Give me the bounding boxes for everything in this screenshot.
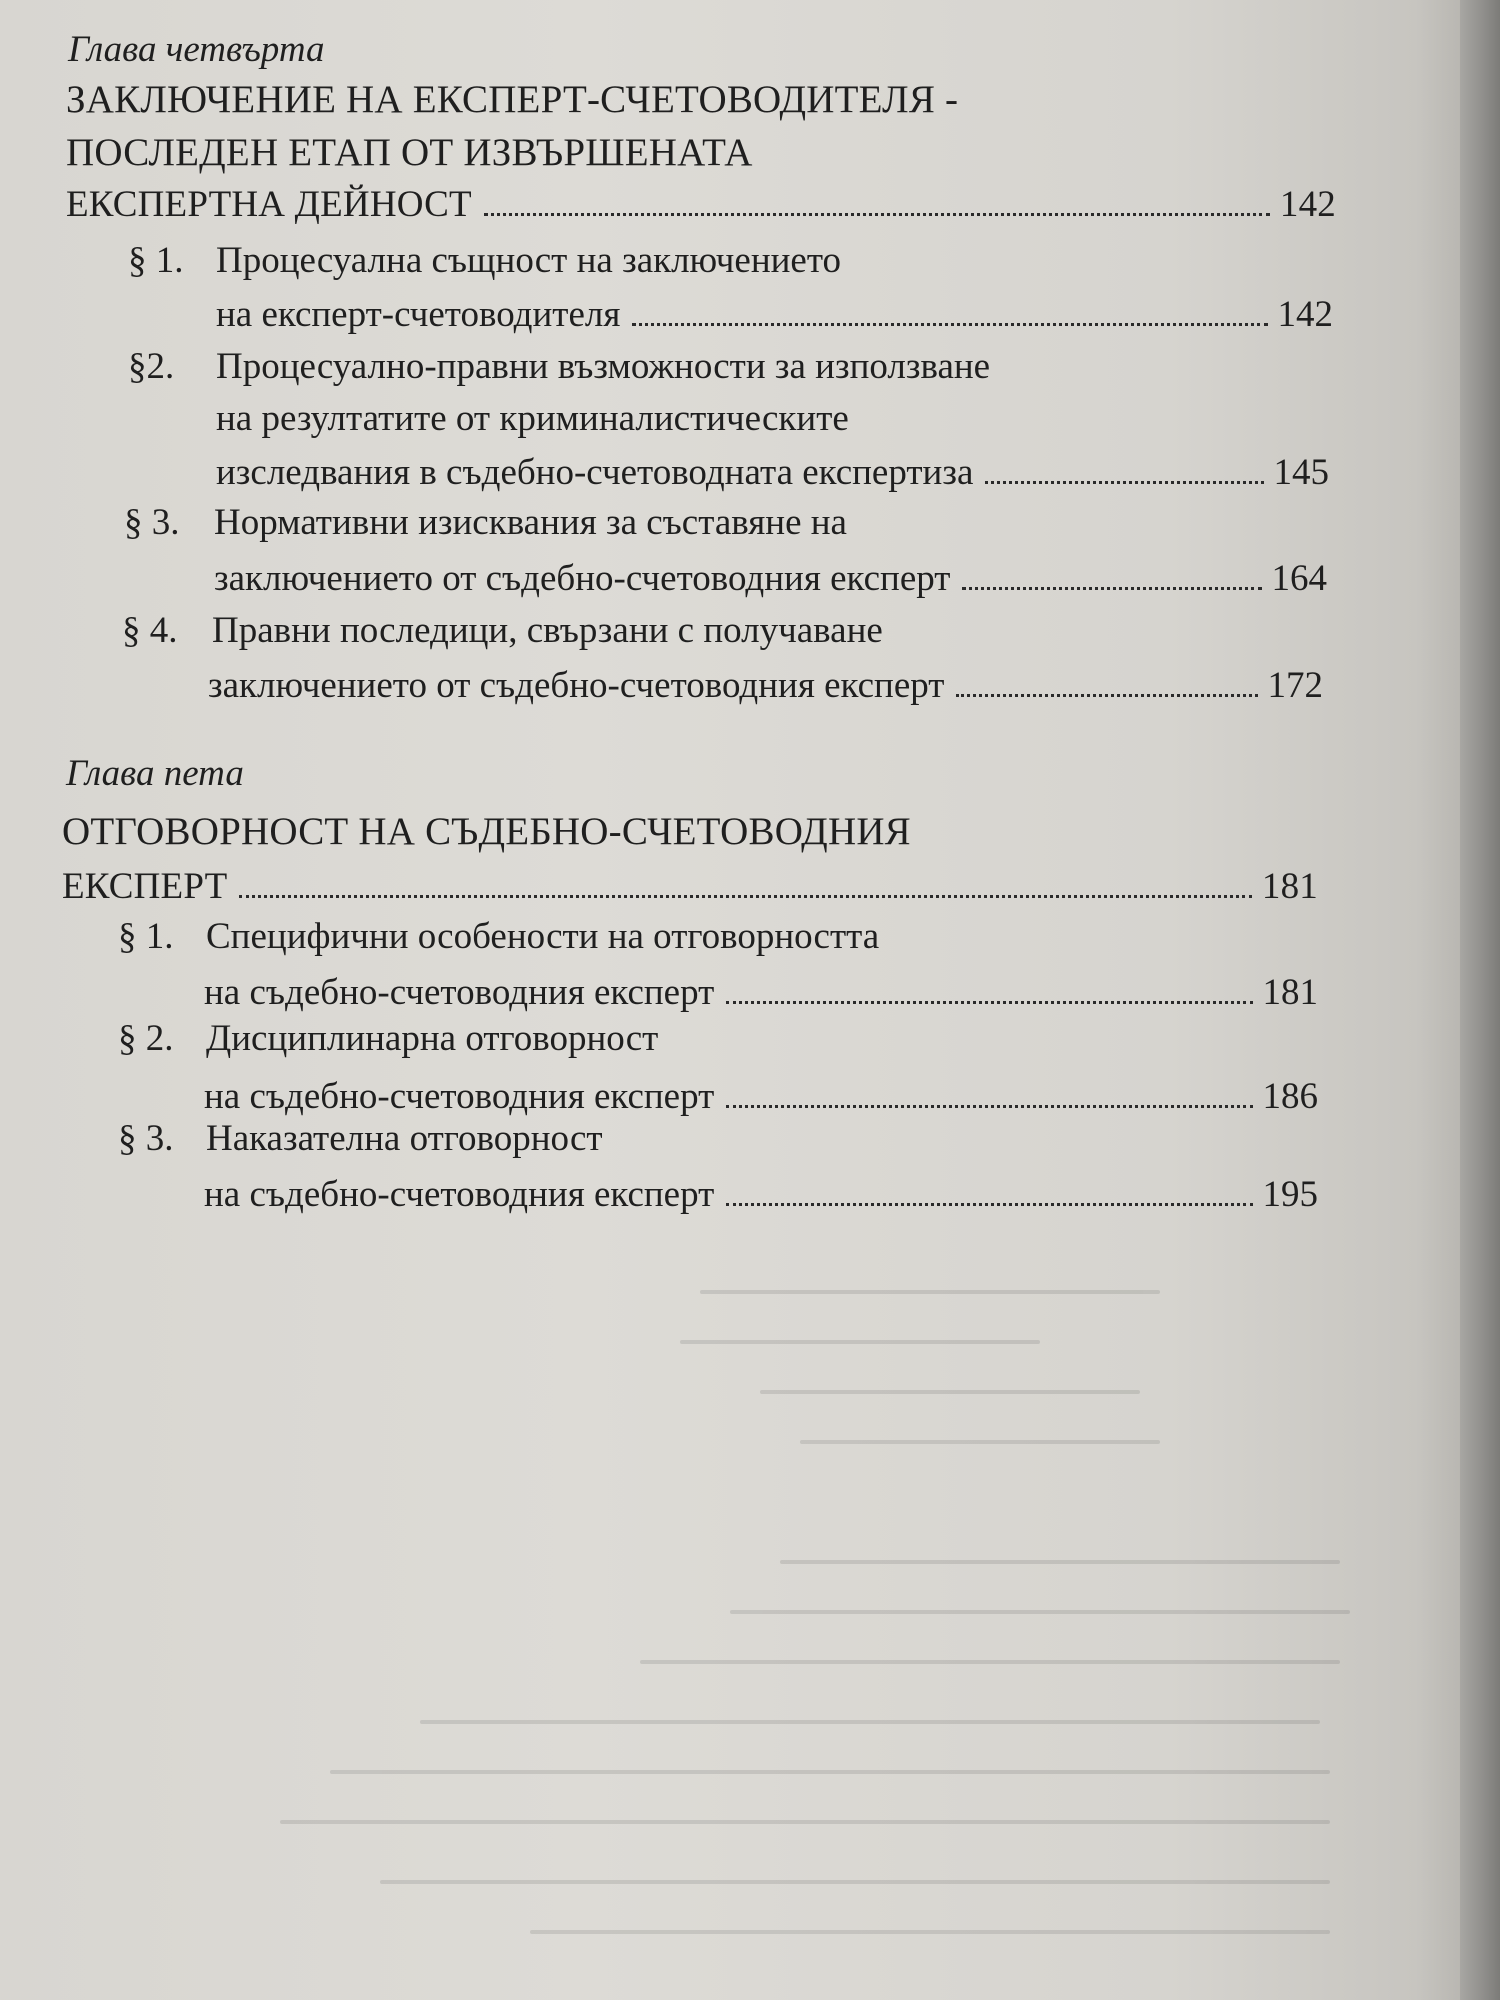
page-number: 142 — [1277, 294, 1333, 335]
toc-entry-ch5-s3[interactable] — [204, 1176, 1318, 1213]
section-number: § 1. — [128, 240, 184, 281]
chapter-4-title-line-1: ЗАКЛЮЧЕНИЕ НА ЕКСПЕРТ-СЧЕТОВОДИТЕЛЯ - — [66, 78, 959, 121]
section-title-line: на съдебно-счетоводния експерт — [204, 972, 715, 1013]
section-title-line: на резултатите от криминалистическите — [216, 398, 849, 439]
dot-leader — [632, 323, 1267, 326]
section-title-line: на експерт-счетоводителя — [216, 294, 621, 335]
section-title-line: заключението от съдебно-счетоводния експерт — [208, 665, 945, 706]
section-title-line: заключението от съдебно-счетоводния експерт — [214, 558, 951, 599]
page-number: 164 — [1271, 558, 1327, 599]
dot-leader — [484, 213, 1270, 216]
page-number: 195 — [1262, 1174, 1318, 1215]
section-title-line: на съдебно-счетоводния експерт — [204, 1076, 715, 1117]
section-number: §2. — [128, 346, 175, 387]
chapter-4-title-entry[interactable] — [66, 186, 1336, 223]
dot-leader — [956, 694, 1257, 697]
toc-entry-ch4-s1[interactable] — [216, 296, 1333, 333]
section-title-line: на съдебно-счетоводния експерт — [204, 1174, 715, 1215]
section-title-line: Специфични особености на отговорността — [206, 916, 880, 957]
page-number: 145 — [1273, 452, 1329, 493]
toc-entry-ch4-s4[interactable] — [208, 667, 1323, 704]
section-title-line: Наказателна отговорност — [206, 1118, 603, 1159]
section-number: § 3. — [124, 502, 180, 543]
page-number: 181 — [1261, 866, 1318, 907]
chapter-5-title-line-1: ОТГОВОРНОСТ НА СЪДЕБНО-СЧЕТОВОДНИЯ — [62, 810, 911, 853]
chapter-5-title-entry[interactable] — [62, 868, 1318, 905]
section-title-line: Нормативни изисквания за съставяне на — [214, 502, 847, 543]
chapter-4-label: Глава четвърта — [68, 29, 325, 70]
section-title-line: Процесуална същност на заключението — [216, 240, 842, 281]
dot-leader — [726, 1203, 1252, 1206]
page-number: 142 — [1279, 184, 1336, 225]
chapter-4-title-line-2: ПОСЛЕДЕН ЕТАП ОТ ИЗВЪРШЕНАТА — [66, 131, 753, 174]
page-number: 172 — [1267, 665, 1323, 706]
toc-entry-ch5-s2[interactable] — [204, 1078, 1318, 1115]
dot-leader — [985, 481, 1263, 484]
dot-leader — [726, 1001, 1252, 1004]
section-number: § 4. — [122, 610, 178, 651]
page-number: 186 — [1262, 1076, 1318, 1117]
toc-entry-ch5-s1[interactable] — [204, 974, 1318, 1011]
chapter-5-label: Глава пета — [66, 753, 244, 794]
toc-entry-ch4-s3[interactable] — [214, 560, 1327, 597]
dot-leader — [239, 895, 1252, 898]
section-title-line: Процесуално-правни възможности за използване — [216, 346, 991, 387]
section-number: § 3. — [118, 1118, 174, 1159]
toc-entry-ch4-s2[interactable] — [216, 454, 1329, 491]
page-edge-shadow — [1460, 0, 1500, 2000]
dot-leader — [962, 587, 1261, 590]
section-number: § 1. — [118, 916, 174, 957]
chapter-5-title-line-2: ЕКСПЕРТ — [62, 866, 228, 907]
section-title-line: Дисциплинарна отговорност — [206, 1018, 659, 1059]
section-title-line: изследвания в съдебно-счетоводната експертиза — [216, 452, 974, 493]
section-title-line: Правни последици, свързани с получаване — [212, 610, 883, 651]
dot-leader — [726, 1105, 1252, 1108]
chapter-4-title-line-3: ЕКСПЕРТНА ДЕЙНОСТ — [66, 184, 472, 225]
section-number: § 2. — [118, 1018, 174, 1059]
page-number: 181 — [1262, 972, 1318, 1013]
